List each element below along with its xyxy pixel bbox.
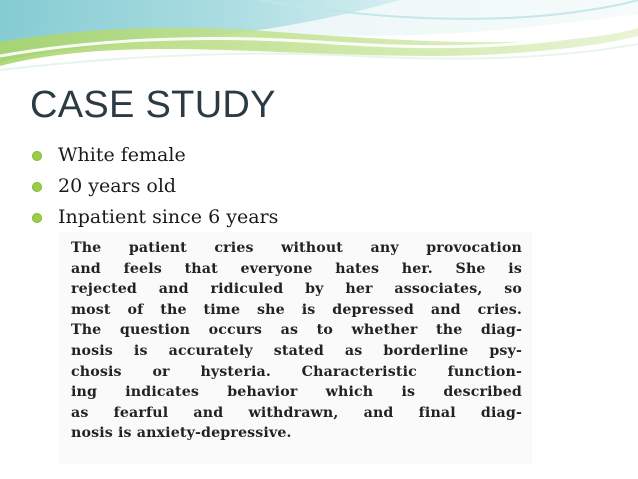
bullet-text: 20 years old	[58, 175, 177, 197]
decorative-wave-header	[0, 0, 638, 80]
excerpt-line: nosis is anxiety-depressive.	[71, 425, 292, 442]
excerpt-line: nosis is accurately stated as borderline psy-	[71, 342, 522, 359]
bullet-dot-icon	[32, 182, 42, 192]
bullet-item	[32, 171, 278, 202]
scanned-excerpt	[58, 232, 532, 464]
excerpt-line: as fearful and withdrawn, and final diag-	[71, 404, 522, 421]
bullet-list	[32, 140, 278, 233]
excerpt-line: and feels that everyone hates her. She is	[71, 260, 522, 277]
excerpt-line: The patient cries without any provocation	[71, 240, 522, 256]
bullet-item	[32, 140, 278, 171]
bullet-dot-icon	[32, 151, 42, 161]
slide-title: CASE STUDY	[30, 84, 276, 126]
excerpt-line: chosis or hysteria. Characteristic function-	[71, 363, 522, 380]
bullet-item	[32, 202, 278, 233]
bullet-text: White female	[58, 144, 186, 166]
excerpt-line: rejected and ridiculed by her associates, so	[71, 281, 522, 298]
excerpt-line: The question occurs as to whether the diag-	[71, 322, 522, 339]
bullet-dot-icon	[32, 213, 42, 223]
bullet-text: Inpatient since 6 years	[58, 206, 279, 228]
excerpt-line: ing indicates behavior which is described	[71, 384, 522, 401]
excerpt-line: most of the time she is depressed and cries.	[71, 301, 522, 318]
